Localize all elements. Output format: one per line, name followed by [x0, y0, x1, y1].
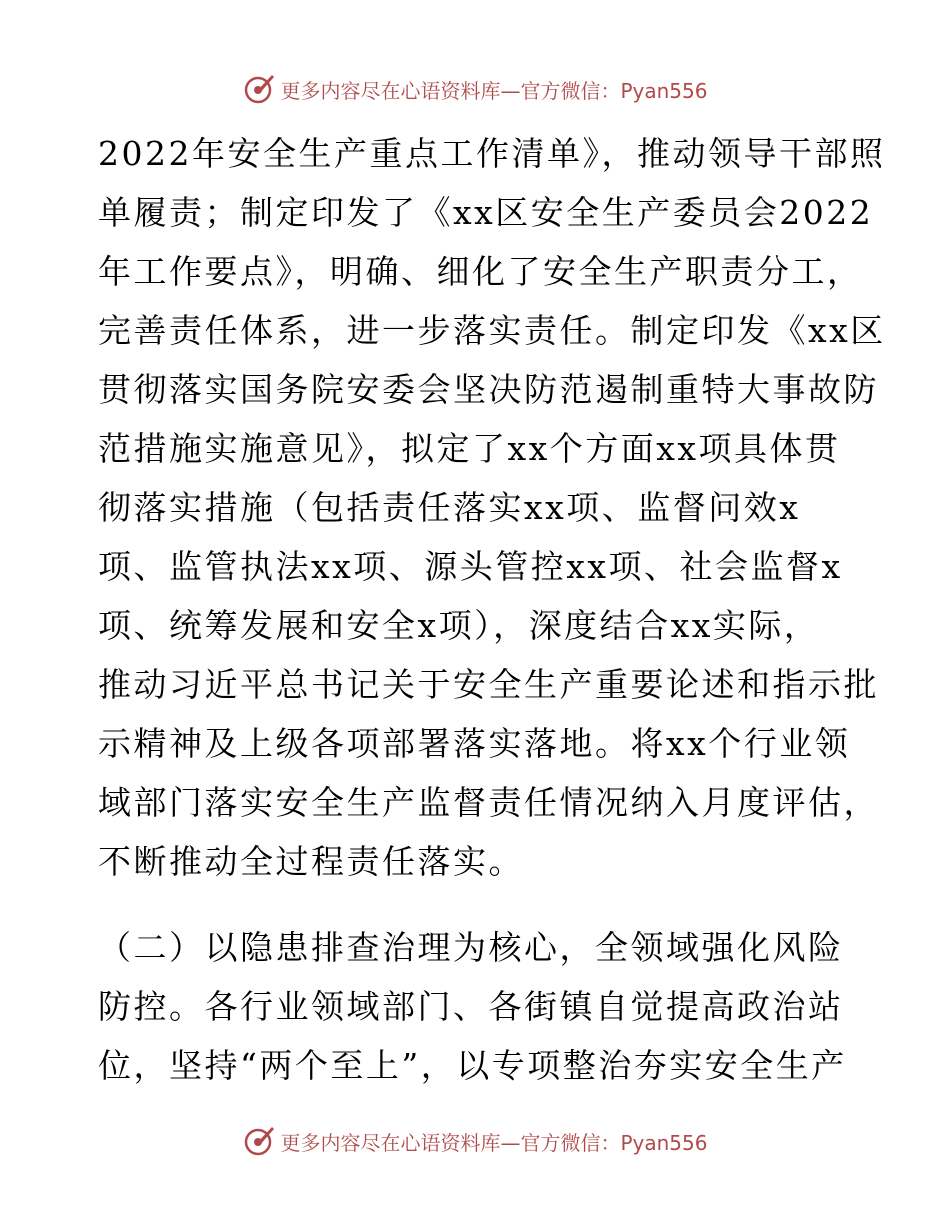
- text-line: 项、监管执法xx项、源头管控xx项、社会监督x: [98, 547, 843, 586]
- text-line: 年工作要点》，明确、细化了安全生产职责分工，: [98, 252, 863, 291]
- text-line: 范措施实施意见》，拟定了xx个方面xx项具体贯: [98, 429, 841, 468]
- text-line: 彻落实措施（包括责任落实xx项、监督问效x: [98, 488, 801, 527]
- document-body: [98, 124, 886, 1095]
- text-line: 域部门落实安全生产监督责任情况纳入月度评估，: [98, 783, 879, 822]
- watermark-text: 更多内容尽在心语资料库—官方微信：Pyan556: [280, 78, 708, 103]
- text-line: 完善责任体系，进一步落实责任。制定印发《xx区: [98, 311, 886, 350]
- paragraph-2: [98, 918, 858, 1095]
- text-line: 位，坚持“两个至上”，以专项整治夯实安全生产: [98, 1046, 847, 1085]
- quill-pen-circle-icon: [242, 72, 276, 106]
- text-line: （二）以隐患排查治理为核心，全领域强化风险: [98, 928, 844, 967]
- text-line: 项、统筹发展和安全x项），深度结合xx实际，: [98, 606, 820, 645]
- text-line: 不断推动全过程责任落实。: [98, 842, 524, 881]
- text-line: 推动习近平总书记关于安全生产重要论述和指示批: [98, 665, 879, 704]
- text-line: 2022年安全生产重点工作清单》，推动领导干部照: [98, 134, 886, 173]
- text-line: 示精神及上级各项部署落实落地。将xx个行业领: [98, 724, 851, 763]
- watermark-header: [0, 72, 950, 106]
- quill-pen-circle-icon: [242, 1124, 276, 1158]
- watermark-footer: [0, 1124, 950, 1158]
- paragraph-gap: [98, 891, 858, 918]
- watermark-text: 更多内容尽在心语资料库—官方微信：Pyan556: [280, 1130, 708, 1155]
- text-line: 单履责；制定印发了《xx区安全生产委员会2022: [98, 193, 874, 232]
- text-line: 防控。各行业领域部门、各街镇自觉提高政治站: [98, 987, 844, 1026]
- text-line: 贯彻落实国务院安委会坚决防范遏制重特大事故防: [98, 370, 879, 409]
- paragraph-1: [98, 124, 886, 891]
